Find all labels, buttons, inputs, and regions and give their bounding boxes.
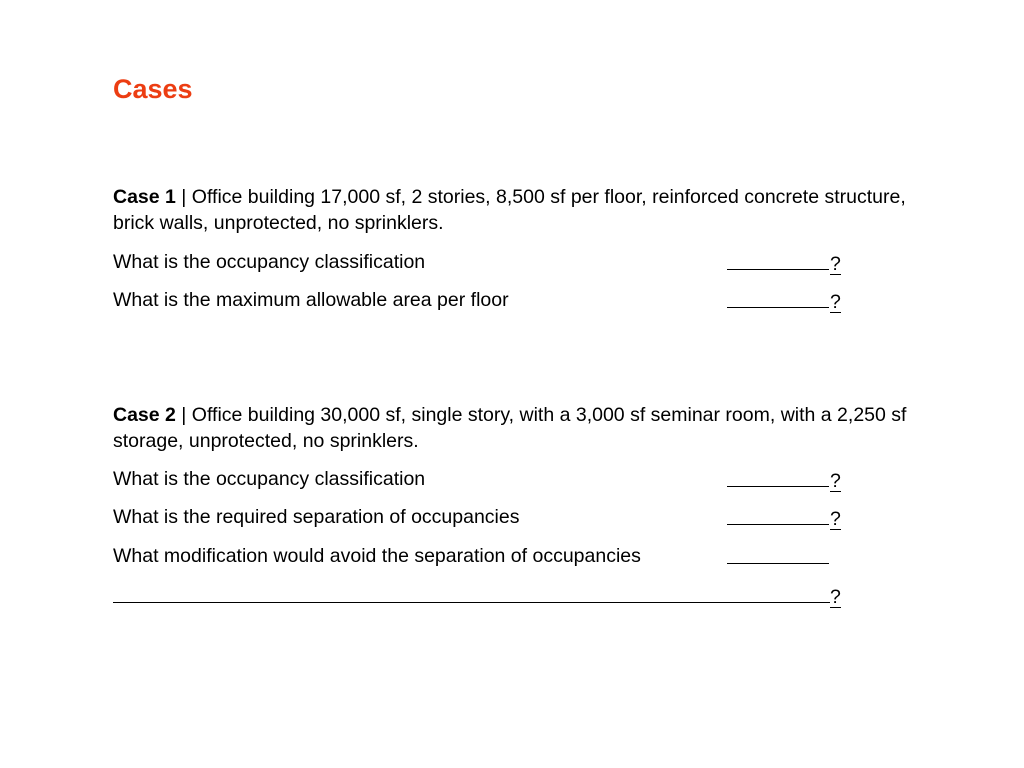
question-mark: ? <box>830 253 841 275</box>
case-2-description <box>113 403 913 454</box>
answer-underline <box>113 583 830 603</box>
case-1-question-2: What is the maximum allowable area per floor <box>113 289 509 311</box>
answer-underline <box>727 467 829 487</box>
case-2-label: Case 2 <box>113 404 176 426</box>
case-1-text: | Office building 17,000 sf, 2 stories, 8,500 sf per floor, reinforced concrete structure, brick walls, unprotected, no sprinklers. <box>113 186 906 234</box>
answer-underline <box>727 505 829 525</box>
page-title: Cases <box>113 74 193 104</box>
case-2-question-3: What modification would avoid the separation of occupancies <box>113 545 641 567</box>
question-mark: ? <box>830 470 841 492</box>
answer-underline <box>727 288 829 308</box>
question-mark: ? <box>830 291 841 313</box>
case-1-description <box>113 185 913 236</box>
case-2-text: | Office building 30,000 sf, single story, with a 3,000 sf seminar room, with a 2,250 sf storage, unprotected, no sprinklers. <box>113 404 907 452</box>
case-1-answer-blank-2[interactable] <box>727 288 841 314</box>
question-mark: ? <box>830 586 841 608</box>
case-1-answer-blank-1[interactable] <box>727 250 841 276</box>
case-2-question-2: What is the required separation of occupancies <box>113 506 520 528</box>
case-2-question-1: What is the occupancy classification <box>113 468 426 490</box>
question-mark: ? <box>830 508 841 530</box>
case-2-answer-continuation[interactable] <box>113 583 841 609</box>
case-2-answer-blank-2[interactable] <box>727 505 841 531</box>
case-1-question-1: What is the occupancy classification <box>113 251 426 273</box>
case-1-label: Case 1 <box>113 186 176 208</box>
case-2-answer-blank-1[interactable] <box>727 467 841 493</box>
answer-underline <box>727 544 829 564</box>
case-2-answer-blank-3[interactable] <box>727 544 829 570</box>
answer-underline <box>727 250 829 270</box>
